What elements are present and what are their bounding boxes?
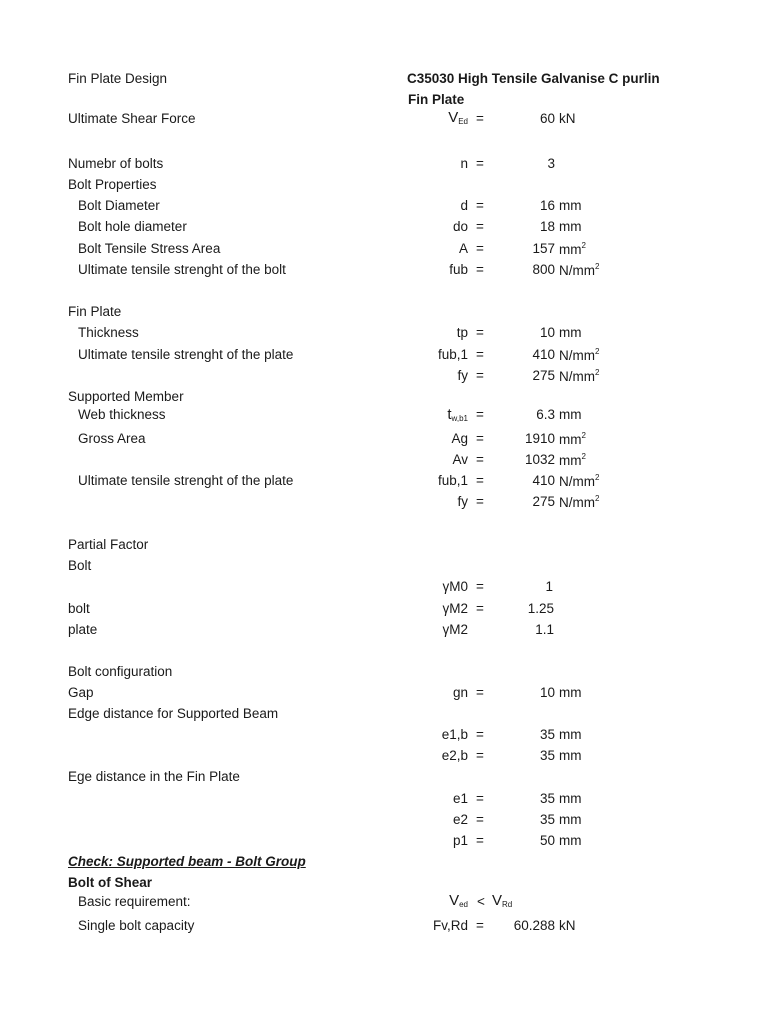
row-label: Ultimate tensile strenght of the bolt — [78, 262, 286, 277]
row-symbol: A — [458, 241, 468, 256]
row-symbol: e2,b — [441, 748, 468, 763]
row-unit: mm — [559, 748, 582, 763]
row-symbol: γM2 — [442, 601, 468, 616]
row-symbol: e1,b — [441, 727, 468, 742]
row-value: 1.25 — [527, 601, 554, 616]
row-value: 35 — [539, 791, 555, 806]
row-label: Ultimate Shear Force — [68, 111, 196, 126]
row-label: Bolt Tensile Stress Area — [78, 241, 221, 256]
row-eq: = — [476, 727, 484, 742]
row-symbol: gn — [452, 685, 468, 700]
row-label: Basic requirement: — [78, 894, 191, 909]
row-symbol: p1 — [452, 833, 468, 848]
section-heading: Edge distance for Supported Beam — [68, 706, 279, 721]
row-eq: = — [476, 431, 484, 446]
row-symbol: e1 — [452, 791, 468, 806]
row-unit: mm — [559, 325, 582, 340]
row-value: 410 — [532, 473, 555, 488]
row-value: 1032 — [524, 452, 555, 467]
check-heading: Check: Supported beam - Bolt Group — [68, 854, 306, 869]
row-label: Thickness — [78, 325, 139, 340]
row-symbol: $t_{w,b1}$ — [447, 406, 468, 423]
row-eq: = — [476, 241, 484, 256]
row-value: 1 — [545, 579, 553, 594]
row-eq: = — [476, 833, 484, 848]
row-unit: kN — [559, 111, 576, 126]
row-eq: = — [476, 368, 484, 383]
row-symbol: $V_{ed}$ — [449, 892, 468, 909]
row-value: 1.1 — [535, 622, 554, 637]
project-title: C35030 High Tensile Galvanise C purlin — [407, 71, 660, 86]
row-unit: mm — [559, 727, 582, 742]
row-value: 1910 — [524, 431, 555, 446]
row-value: 35 — [539, 812, 555, 827]
row-eq: = — [476, 473, 484, 488]
row-eq: = — [476, 748, 484, 763]
row-unit: $N/mm^2$ — [559, 262, 600, 278]
row-eq: = — [476, 407, 484, 422]
row-label: plate — [68, 622, 98, 637]
row-label: Web thickness — [78, 407, 166, 422]
section-heading: Bolt Properties — [68, 177, 157, 192]
row-unit: $mm^2$ — [559, 431, 586, 447]
row-eq: = — [476, 685, 484, 700]
row-unit: mm — [559, 833, 582, 848]
bolt-shear-heading: Bolt of Shear — [68, 875, 153, 890]
row-value: 275 — [532, 494, 555, 509]
row-value: 60.288 — [513, 918, 555, 933]
row-eq: = — [476, 601, 484, 616]
row-eq: = — [476, 262, 484, 277]
row-symbol: fy — [457, 368, 468, 383]
row-symbol: γM0 — [442, 579, 468, 594]
row-symbol: fy — [457, 494, 468, 509]
row-unit: $mm^2$ — [559, 452, 586, 468]
section-heading: Supported Member — [68, 389, 184, 404]
row-eq: = — [476, 111, 484, 126]
row-symbol: tp — [456, 325, 468, 340]
row-label: Ultimate tensile strenght of the plate — [78, 473, 294, 488]
row-label: Numebr of bolts — [68, 156, 164, 171]
row-eq: = — [476, 347, 484, 362]
row-unit: mm — [559, 812, 582, 827]
row-symbol: Ag — [451, 431, 468, 446]
row-value: 3 — [547, 156, 555, 171]
row-label: Gross Area — [78, 431, 146, 446]
row-value: 10 — [539, 685, 555, 700]
row-unit: $N/mm^2$ — [559, 494, 600, 510]
row-eq: = — [476, 156, 484, 171]
doc-title: Fin Plate Design — [68, 71, 168, 86]
row-unit: $N/mm^2$ — [559, 347, 600, 363]
row-value: 60 — [539, 111, 555, 126]
row-eq: = — [476, 452, 484, 467]
row-eq: = — [476, 494, 484, 509]
row-value: 6.3 — [536, 407, 555, 422]
row-unit: mm — [559, 198, 582, 213]
row-label: bolt — [68, 601, 90, 616]
row-value: 16 — [539, 198, 555, 213]
row-value: 410 — [532, 347, 555, 362]
row-eq: = — [476, 219, 484, 234]
row-unit: mm — [559, 219, 582, 234]
row-value: 800 — [532, 262, 555, 277]
row-symbol: d — [460, 198, 468, 213]
row-value: 275 — [532, 368, 555, 383]
row-unit: kN — [559, 918, 576, 933]
row-symbol: Fv,Rd — [432, 918, 468, 933]
row-unit: $N/mm^2$ — [559, 368, 600, 384]
row-unit: mm — [559, 407, 582, 422]
row-unit: $mm^2$ — [559, 241, 586, 257]
row-value: 10 — [539, 325, 555, 340]
row-label: Ultimate tensile strenght of the plate — [78, 347, 294, 362]
row-label: Bolt hole diameter — [78, 219, 187, 234]
row-symbol: fub — [449, 262, 468, 277]
row-eq: = — [476, 579, 484, 594]
row-symbol: fub,1 — [437, 473, 468, 488]
row-eq: = — [476, 812, 484, 827]
row-label: Gap — [68, 685, 94, 700]
row-symbol: do — [452, 219, 468, 234]
row-value: 157 — [532, 241, 555, 256]
row-label: Single bolt capacity — [78, 918, 195, 933]
row-unit: $N/mm^2$ — [559, 473, 600, 489]
row-symbol: Av — [452, 452, 468, 467]
section-heading: Ege distance in the Fin Plate — [68, 769, 240, 784]
section-heading: Fin Plate — [68, 304, 122, 319]
row-value: 35 — [539, 748, 555, 763]
row-symbol: fub,1 — [437, 347, 468, 362]
row-symbol: e2 — [452, 812, 468, 827]
section-heading: Bolt configuration — [68, 664, 173, 679]
requirement-rhs: $V_{Rd}$ — [492, 892, 513, 909]
row-value: 18 — [539, 219, 555, 234]
section-heading: Partial Factor — [68, 537, 149, 552]
row-label: Bolt Diameter — [78, 198, 160, 213]
project-subtitle: Fin Plate — [408, 92, 465, 107]
row-unit: mm — [559, 791, 582, 806]
row-eq: < — [477, 894, 485, 909]
row-symbol: $V_{Ed}$ — [448, 109, 468, 126]
row-eq: = — [476, 325, 484, 340]
row-value: 35 — [539, 727, 555, 742]
row-unit: mm — [559, 685, 582, 700]
row-symbol: n — [460, 156, 468, 171]
row-value: 50 — [539, 833, 555, 848]
row-eq: = — [476, 918, 484, 933]
row-symbol: γM2 — [442, 622, 468, 637]
row-eq: = — [476, 198, 484, 213]
section-heading: Bolt — [68, 558, 92, 573]
row-eq: = — [476, 791, 484, 806]
